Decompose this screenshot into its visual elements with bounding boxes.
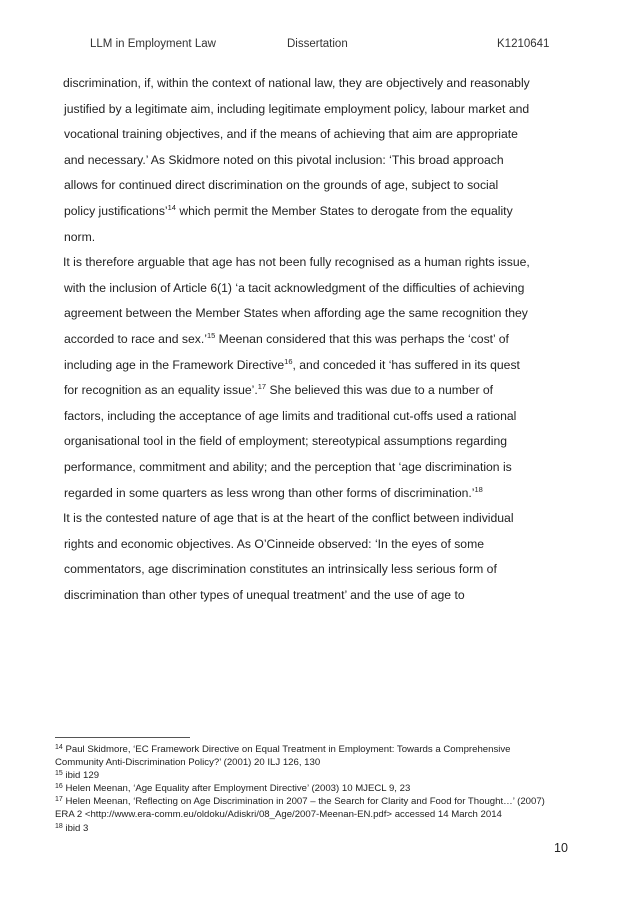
footnote-ref: 18	[474, 484, 483, 494]
body-line	[63, 378, 583, 404]
body-line	[63, 481, 583, 507]
text-run: for recognition as an equality issue’.	[64, 383, 258, 398]
footnote-number: 16	[55, 783, 63, 791]
text-run: policy justifications’	[64, 203, 168, 218]
body-line	[63, 353, 583, 379]
body-line	[63, 327, 583, 353]
body-line: performance, commitment and ability; and the perception that ‘age discrimination is	[64, 459, 512, 474]
footnote-separator	[55, 737, 190, 738]
body-line: and necessary.’ As Skidmore noted on this pivotal inclusion: ‘This broad approach	[64, 152, 504, 167]
body-line: justified by a legitimate aim, including legitimate employment policy, labour market and	[64, 101, 530, 116]
footnote-text: ibid 3	[62, 822, 89, 834]
text-run: which permit the Member States to derogate from the equality	[175, 203, 513, 218]
body-line: factors, including the acceptance of age limits and traditional cut-offs used a rational	[64, 408, 517, 423]
footnote-18	[55, 822, 575, 835]
footnote-ref: 15	[206, 330, 216, 340]
footnote-17	[55, 795, 575, 808]
footnote-number: 17	[55, 796, 63, 804]
footnote-16	[55, 782, 575, 795]
text-run: including age in the Framework Directive	[64, 357, 285, 372]
footnote-ref: 14	[167, 202, 176, 212]
body-line: with the inclusion of Article 6(1) ‘a tacit acknowledgment of the difficulties of achieving	[64, 280, 525, 295]
footnote-ref: 17	[257, 382, 267, 392]
body-line: norm.	[64, 229, 96, 244]
body-line: vocational training objectives, and if the means of achieving that aim are appropriate	[64, 127, 518, 142]
text-run: regarded in some quarters as less wrong than other forms of discrimination.’	[64, 485, 475, 500]
footnote-17-cont: ERA 2 <http://www.era-comm.eu/oldoku/Adiskri/08_Age/2007-Meenan-EN.pdf> accessed 14 March 2014	[55, 809, 502, 821]
footnote-14	[55, 743, 575, 756]
body-line: It is therefore arguable that age has not been fully recognised as a human rights issue,	[63, 255, 530, 270]
header-course: LLM in Employment Law	[90, 38, 216, 50]
body-line: discrimination than other types of unequal treatment’ and the use of age to	[64, 587, 465, 602]
header-student-id: K1210641	[497, 38, 550, 50]
footnote-number: 15	[55, 770, 63, 778]
body-line: organisational tool in the field of employment; stereotypical assumptions regarding	[64, 434, 508, 449]
footnote-number: 14	[55, 744, 63, 751]
body-line: discrimination, if, within the context of national law, they are objectively and reasonably	[63, 76, 530, 90]
text-run: , and conceded it ‘has suffered in its quest	[292, 357, 520, 372]
footnote-14-cont: Community Anti-Discrimination Policy?’ (2001) 20 ILJ 126, 130	[55, 757, 321, 769]
body-line	[63, 199, 583, 225]
footnote-number: 18	[55, 822, 63, 830]
text-run: She believed this was due to a number of	[266, 383, 494, 398]
body-text	[63, 71, 583, 608]
footnote-text: Paul Skidmore, ‘EC Framework Directive on Equal Treatment in Employment: Towards a Comprehensive	[62, 744, 511, 755]
text-run: Meenan considered that this was perhaps the ‘cost’ of	[215, 331, 509, 346]
header-doc-type: Dissertation	[287, 38, 348, 50]
body-line: It is the contested nature of age that is at the heart of the conflict between individual	[63, 511, 514, 526]
footnote-text: Helen Meenan, ‘Age Equality after Employment Directive’ (2003) 10 MJECL 9, 23	[62, 783, 411, 795]
footnote-15	[55, 769, 575, 782]
page-number: 10	[554, 841, 568, 855]
footnote-text: Helen Meenan, ‘Reflecting on Age Discrimination in 2007 – the Search for Clarity and Food for Thought…’ (2007)	[62, 796, 545, 808]
body-line: agreement between the Member States when affording age the same recognition they	[64, 306, 528, 321]
body-line: rights and economic objectives. As O’Cinneide observed: ‘In the eyes of some	[64, 536, 485, 551]
footnotes	[55, 743, 575, 835]
body-line: commentators, age discrimination constitutes an intrinsically less serious form of	[64, 562, 497, 577]
footnote-text: ibid 129	[62, 770, 100, 782]
page-header	[0, 38, 638, 52]
text-run: accorded to race and sex.’	[64, 331, 207, 346]
body-line: allows for continued direct discrimination on the grounds of age, subject to social	[64, 178, 499, 193]
footnote-ref: 16	[284, 356, 293, 366]
